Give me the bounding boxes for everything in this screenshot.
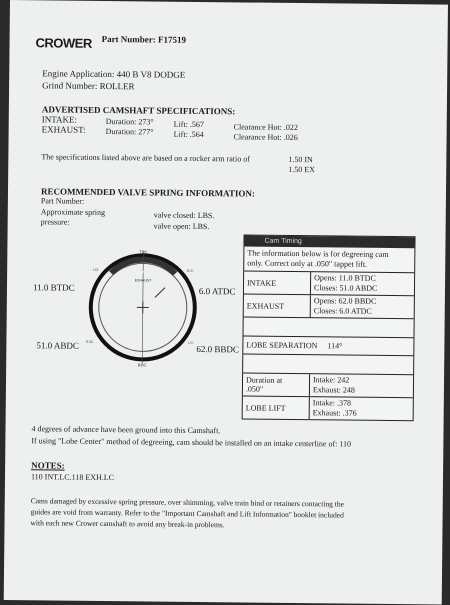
rocker-ex: 1.50 EX <box>288 165 315 174</box>
lobe-lift-values <box>310 397 360 420</box>
exhaust-row-values <box>311 295 380 318</box>
rocker-in: 1.50 IN <box>288 155 313 164</box>
intake-duration: Duration: 273° <box>106 117 154 127</box>
intake-opens: Opens: 11.0 BTDC <box>314 273 377 284</box>
ivo-value: 11.0 BTDC <box>33 282 75 292</box>
grind-number: Grind Number: ROLLER <box>42 80 135 91</box>
exhaust-arc-label: EXHAUST <box>135 278 152 282</box>
duration-label-line-2: .050" <box>246 384 263 393</box>
table-row-duration <box>243 373 413 398</box>
lift-intake: Intake: .378 <box>313 398 357 408</box>
logo-text: CROWER <box>35 35 91 51</box>
intake-arc-label: INTAKE <box>136 269 151 274</box>
duration-intake: Intake: 242 <box>313 375 355 385</box>
table-row-lobe-separation <box>243 336 413 356</box>
timing-wheel-diagram <box>82 247 203 368</box>
valve-closed: valve closed: LBS. <box>154 211 215 221</box>
exhaust-label: EXHAUST: <box>42 124 86 134</box>
notes-title: NOTES: <box>31 460 65 470</box>
duration-values <box>310 374 358 397</box>
intake-closes: Closes: 51.0 ABDC <box>314 283 377 294</box>
exhaust-clearance: Clearance Hot: .026 <box>234 132 298 142</box>
table-header: Cam Timing <box>244 235 414 248</box>
intake-label: INTAKE: <box>42 114 77 124</box>
valve-open: valve open: LBS. <box>154 222 210 232</box>
exhaust-opens: Opens: 62.0 BBDC <box>314 296 377 307</box>
table-row-exhaust <box>244 294 414 319</box>
info-line-1: The information below is for degreeing cam <box>247 248 411 260</box>
warranty-line-2: guides are void from warranty. Refer to the "Important Camshaft and Lift Information" booklet included <box>31 507 344 519</box>
lobe-separation-value: 114° <box>327 341 342 350</box>
approx-pressure: pressure: <box>41 217 70 226</box>
tdc-label: TDC <box>139 249 147 254</box>
notes-text: 110 INT.LC.118 EXH.LC <box>31 472 114 482</box>
rocker-ratio-text: The specifications listed above are based on a rocker arm ratio of <box>41 152 250 163</box>
table-row-intake <box>244 271 414 296</box>
evo-value: 51.0 ABDC <box>36 340 79 350</box>
warranty-line-1: Cams damaged by excessive spring pressure, over shimming, valve train bind or retainers contacting the <box>31 496 344 508</box>
spec-sheet <box>4 0 448 605</box>
eo-label: E.O. <box>86 340 93 344</box>
ec-label: E.C. <box>187 269 194 273</box>
bdc-label: BDC <box>138 362 147 367</box>
engine-application: Engine Application: 440 B V8 DODGE <box>42 68 185 79</box>
exhaust-closes: Closes: 6.0 ATDC <box>314 306 377 317</box>
cam-timing-table <box>242 234 416 421</box>
intake-lift: Lift: .567 <box>174 120 204 129</box>
lobe-lift-label: LOBE LIFT <box>243 396 310 419</box>
rotation-arrow <box>155 288 165 298</box>
advertised-title: ADVERTISED CAMSHAFT SPECIFICATIONS: <box>42 104 235 116</box>
duration-label-line-1: Duration at <box>246 375 282 384</box>
part-number: Part Number: F17519 <box>102 34 187 45</box>
duration-label <box>243 373 310 396</box>
duration-exhaust: Exhaust: 248 <box>313 385 355 395</box>
lobe-separation-label: LOBE SEPARATION <box>246 340 317 350</box>
table-spacer <box>243 317 413 338</box>
info-line-2: only. Correct only at .050" tappet lift. <box>247 258 411 270</box>
crower-logo <box>35 34 91 53</box>
table-info <box>244 246 414 273</box>
intake-row-values <box>311 272 381 295</box>
advance-line-2: If using "Lobe Center" method of degreeing, cam should be installed on an intake centerline of: 110 <box>31 436 351 448</box>
exhaust-lift: Lift: .564 <box>174 130 204 139</box>
approx-spring: Approximate spring <box>41 207 105 217</box>
table-row-lobe-lift <box>243 396 413 420</box>
lift-exhaust: Exhaust: .376 <box>313 408 357 418</box>
table-spacer-2 <box>243 354 413 375</box>
intake-clearance: Clearance Hot: .022 <box>234 122 298 132</box>
warranty-line-3: with each new Crower camshaft to avoid any break-in problems. <box>30 518 224 529</box>
io-label: I.O. <box>93 268 99 272</box>
ivc-value: 62.0 BBDC <box>196 344 239 354</box>
lobe-separation-cell <box>243 336 413 355</box>
advance-line-1: 4 degrees of advance have been ground into this Camshaft. <box>31 424 220 435</box>
ic-label: I.C. <box>188 341 194 345</box>
intake-row-label: INTAKE <box>244 271 311 294</box>
valve-spring-title: RECOMMENDED VALVE SPRING INFORMATION: <box>41 186 255 198</box>
spring-part-number: Part Number: <box>41 196 84 205</box>
exhaust-row-label: EXHAUST <box>244 294 311 317</box>
exhaust-duration: Duration: 277° <box>106 127 154 137</box>
evc-value: 6.0 ATDC <box>199 286 236 296</box>
